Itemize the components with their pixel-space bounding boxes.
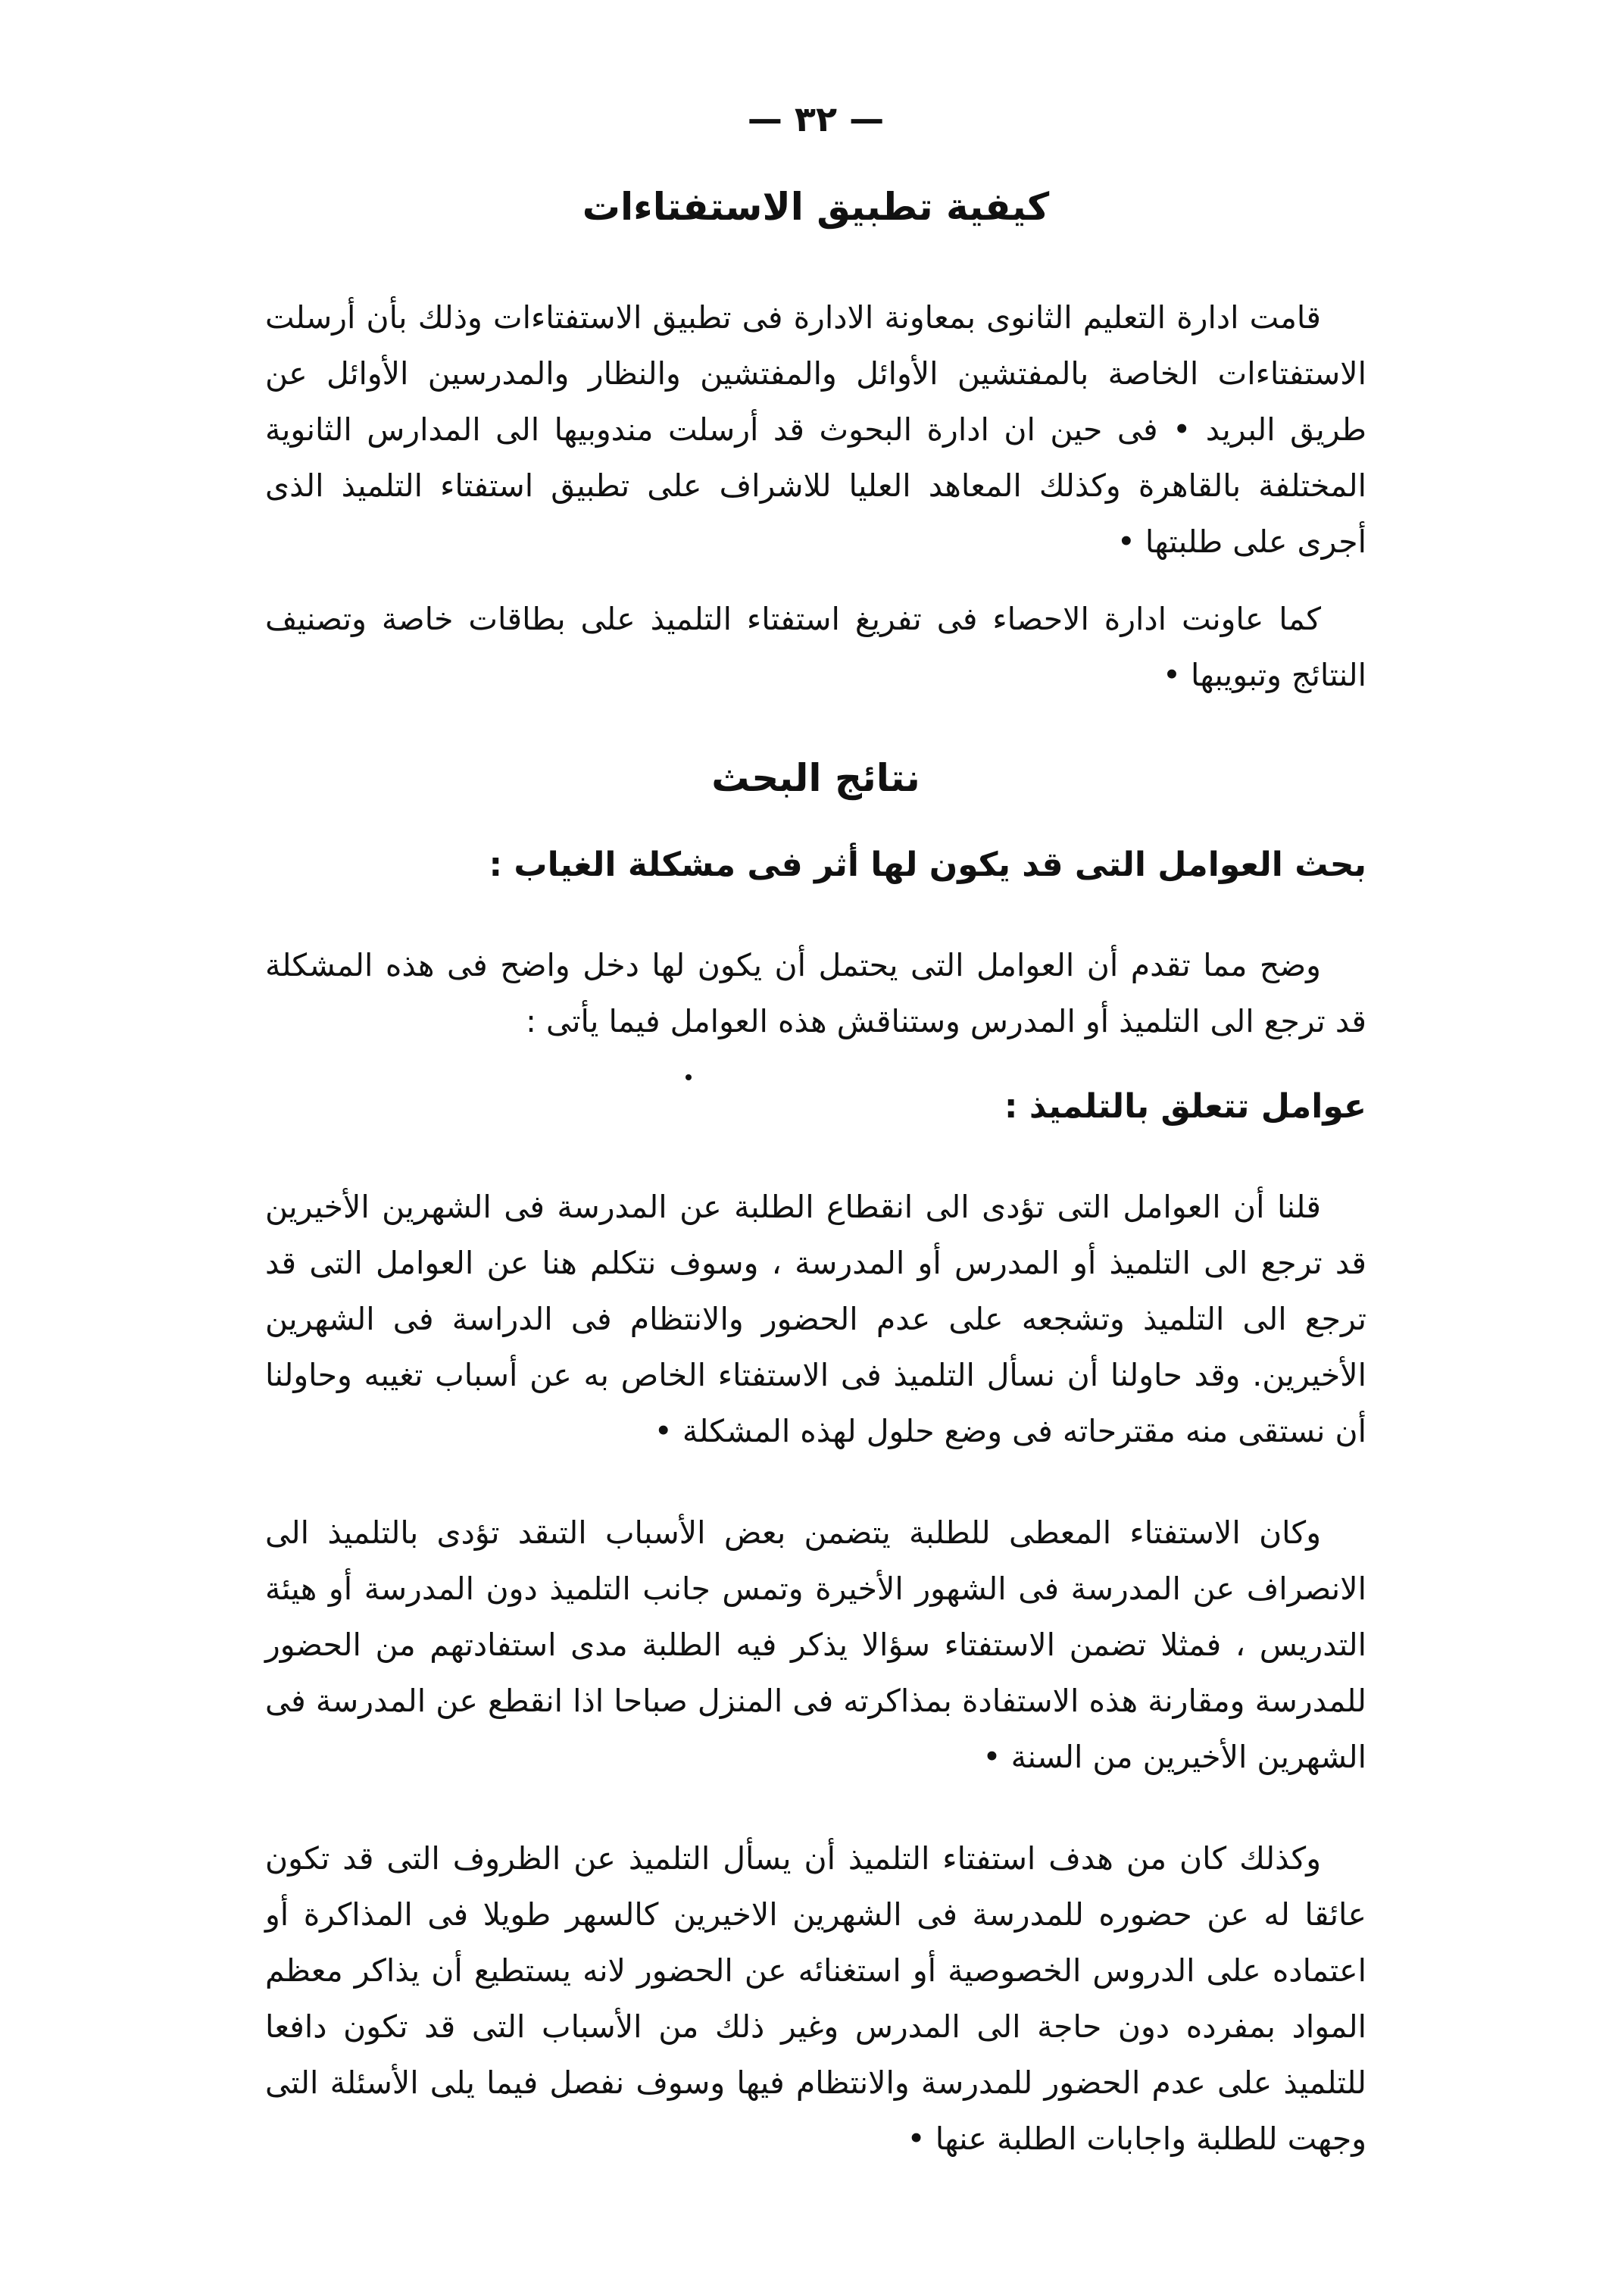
page-number: — ٣٢ — (747, 98, 885, 139)
paragraph-factors-intro: وضح مما تقدم أن العوامل التى يحتمل أن يكون لها دخل واضح فى هذه المشكلة قد ترجع الى التلميذ أو المدرس وستناقش هذه العوامل فيما يأتى : (265, 947, 1366, 1039)
scan-speck (686, 1074, 692, 1080)
section-title-survey-application: كيفية تطبيق الاستفتاءات (582, 185, 1050, 229)
paragraph-student-factors-3: وكذلك كان من هدف استفتاء التلميذ أن يسأل التلميذ عن الظروف التى قد تكون عائقا له عن حضوره للمدرسة فى الشهرين الاخيرين كالسهر طويلا فى المذاكرة أو اعتماده على الدروس الخصوصية أو استغنائه عن الحضور لانه يستطيع أن يذاكر معظم المواد بمفرده دون حاجة الى المدرس وغير ذلك من الأسباب التى قد تكون دافعا للتلميذ على عدم الحضور للمدرسة والانتظام فيها وسوف نفصل فيما يلى الأسئلة التى وجهت للطلبة واجابات الطلبة عنها • (265, 1840, 1366, 2157)
subheading-absence-factors: بحث العوامل التى قد يكون لها أثر فى مشكلة الغياب : (489, 845, 1366, 884)
paragraph-student-factors-2: وكان الاستفتاء المعطى للطلبة يتضمن بعض الأسباب التىقد تؤدى بالتلميذ الى الانصراف عن المدرسة فى الشهور الأخيرة وتمس جانب التلميذ دون المدرسة أو هيئة التدريس ، فمثلا تضمن الاستفتاء سؤالا يذكر فيه الطلبة مدى استفادتهم من الحضور للمدرسة ومقارنة هذه الاستفادة بمذاكرته فى المنزل صباحا اذا انقطع عن المدرسة فى الشهرين الأخيرين من السنة • (265, 1514, 1366, 1775)
subheading-student-factors: عوامل تتعلق بالتلميذ : (1004, 1087, 1366, 1126)
paragraph-statistics-department: كما عاونت ادارة الاحصاء فى تفريغ استفتاء التلميذ على بطاقات خاصة وتصنيف النتائج وتبويبها • (265, 601, 1366, 693)
paragraph-survey-application: قامت ادارة التعليم الثانوى بمعاونة الادارة فى تطبيق الاستفتاءات وذلك بأن أرسلت الاستفتاءات الخاصة بالمفتشين الأوائل والمفتشين والنظار والمدرسين الأوائل عن طريق البريد • فى حين ان ادارة البحوث قد أرسلت مندوبيها الى المدارس الثانوية المختلفة بالقاهرة وكذلك المعاهد العليا للاشراف على تطبيق استفتاء التلميذ الذى أجرى على طلبتها • (265, 299, 1366, 560)
section-title-research-results: نتائج البحث (711, 756, 920, 800)
paragraph-student-factors-1: قلنا أن العوامل التى تؤدى الى انقطاع الطلبة عن المدرسة فى الشهرين الأخيرين قد ترجع الى التلميذ أو المدرس أو المدرسة ، وسوف نتكلم هنا عن العوامل التى قد ترجع الى التلميذ وتشجعه على عدم الحضور والانتظام فى الدراسة فى الشهرين الأخيرين. وقد حاولنا أن نسأل التلميذ فى الاستفتاء الخاص به عن أسباب تغيبه وحاولنا أن نستقى منه مقترحاته فى وضع حلول لهذه المشكلة • (265, 1189, 1366, 1449)
